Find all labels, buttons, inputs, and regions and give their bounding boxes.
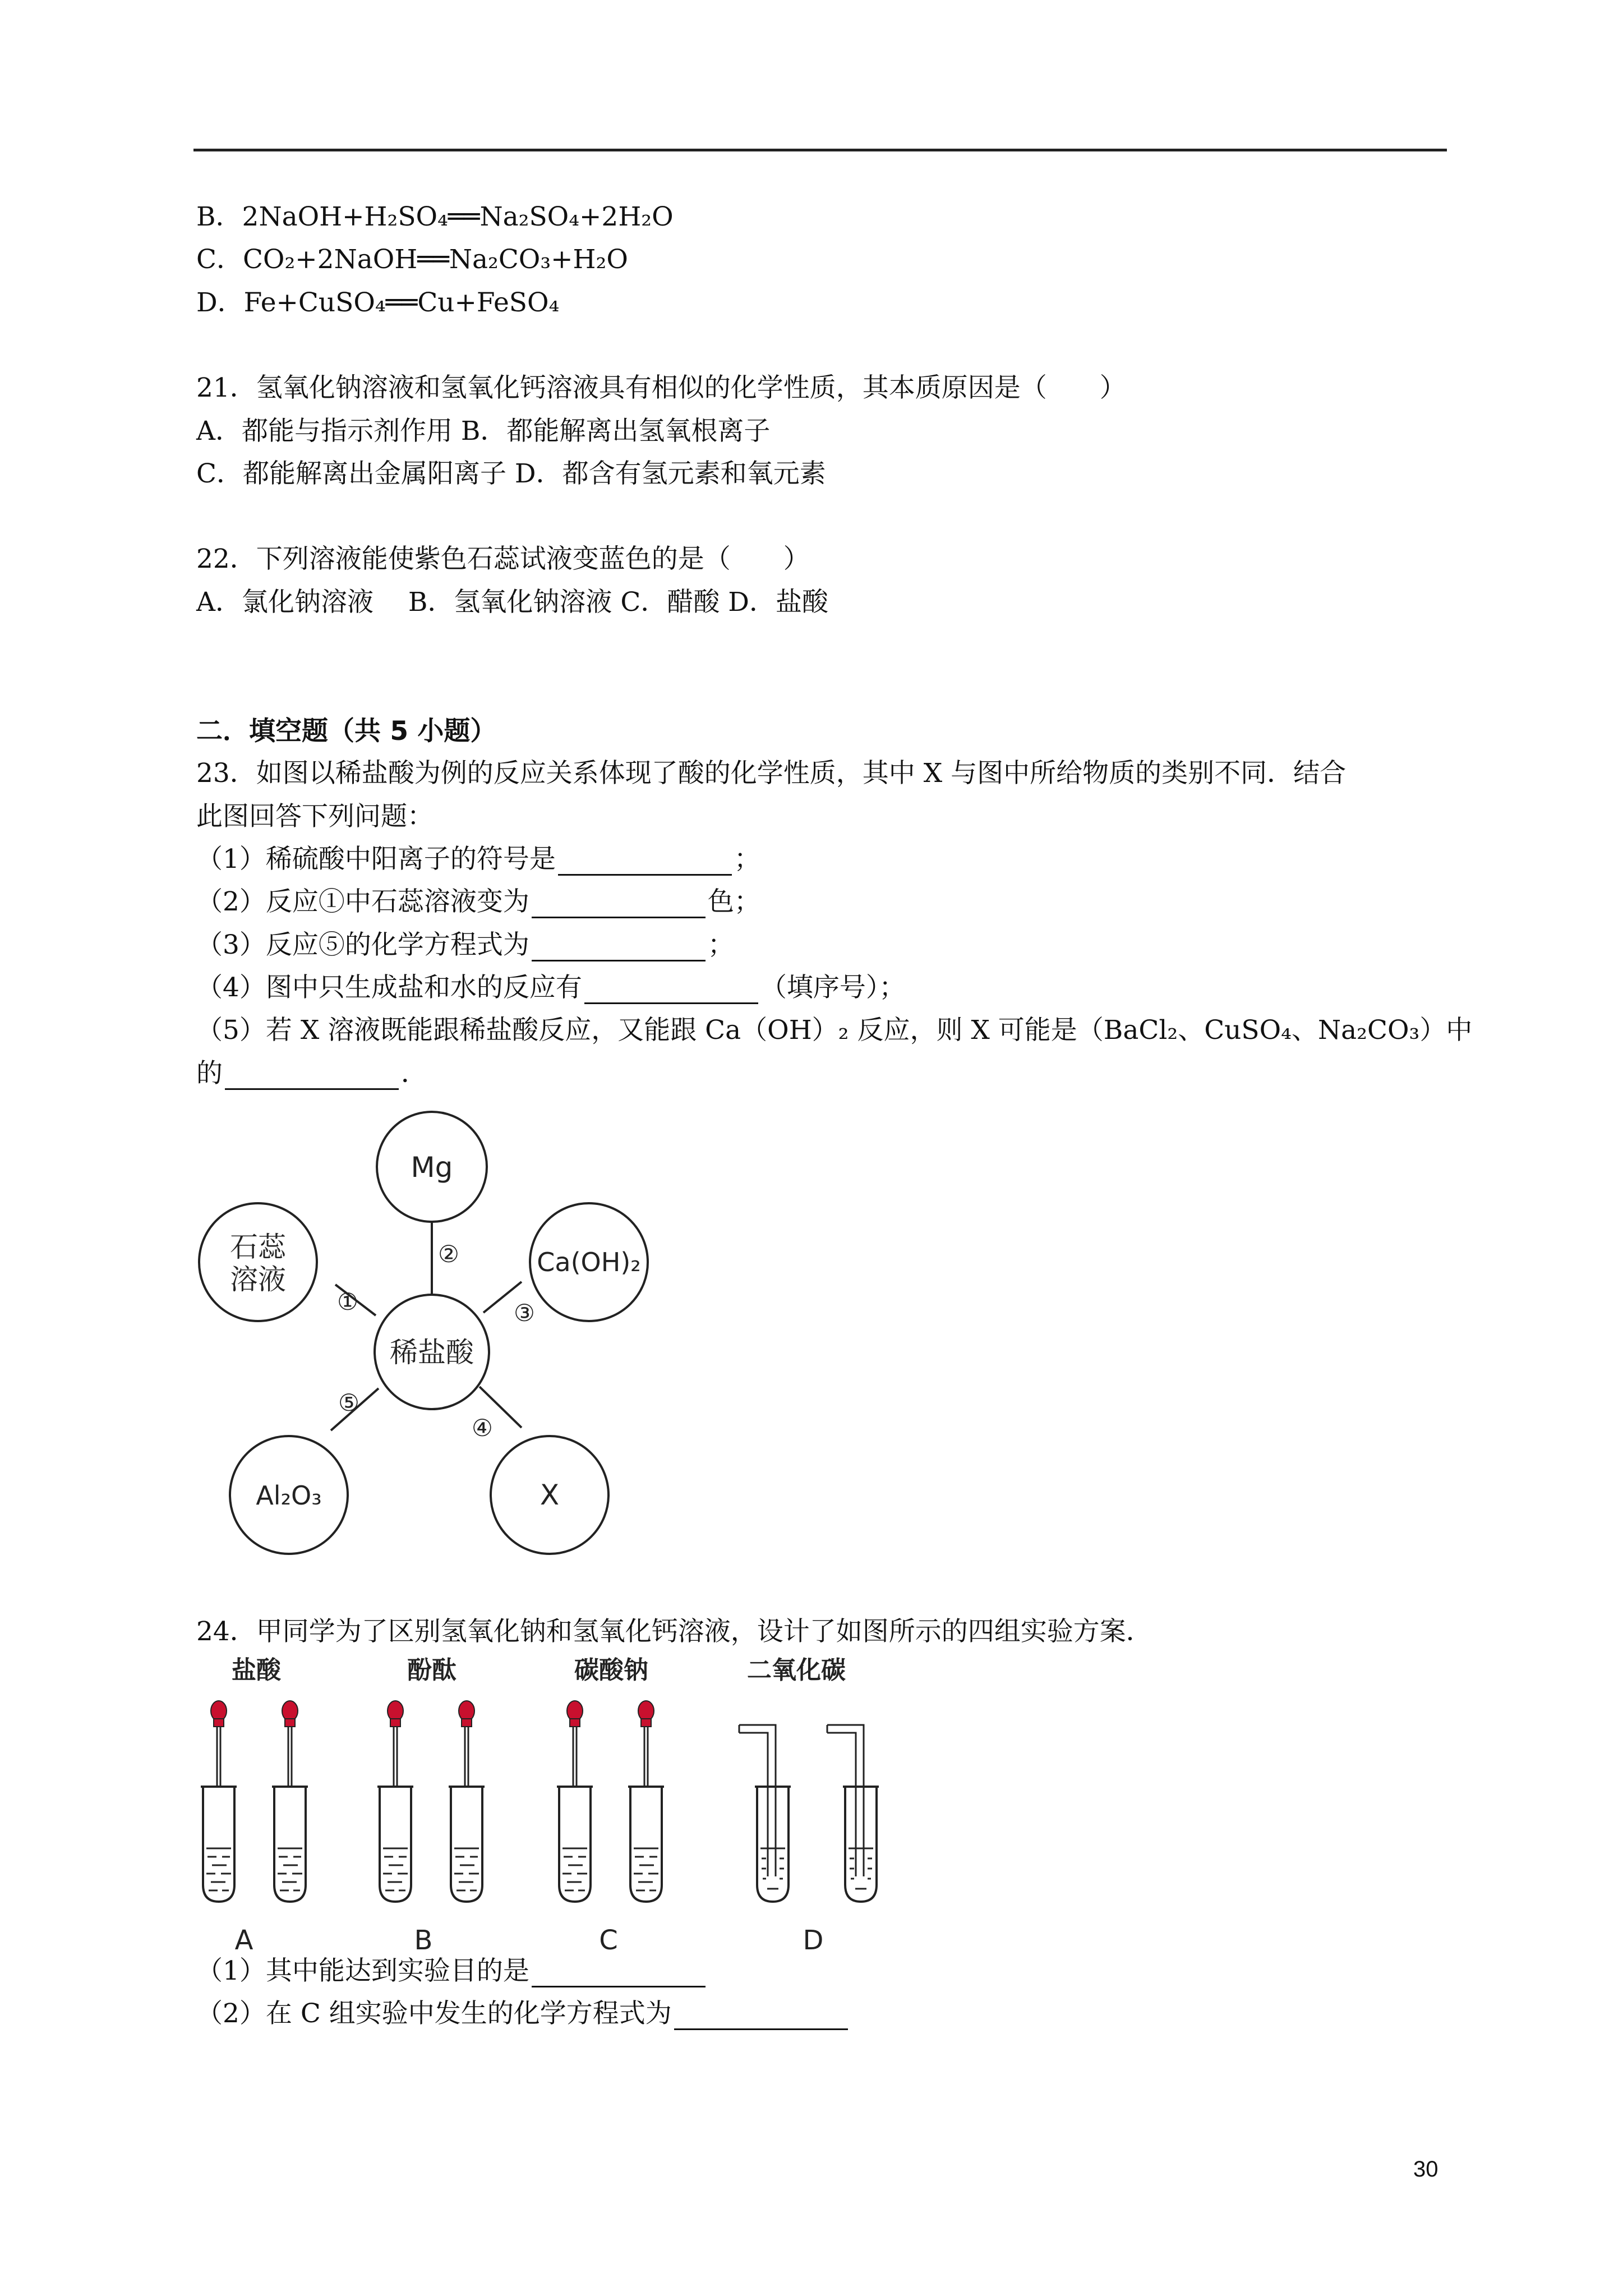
reagent-label-phenolphthalein: 酚酞 (407, 1656, 457, 1685)
answer-blank[interactable] (532, 935, 706, 961)
edge-label-2: ② (438, 1240, 459, 1268)
group-label-a: A (234, 1925, 253, 1956)
q23-part5-line1: （5）若 X 溶液既能跟稀盐酸反应，又能跟 Ca（OH）₂ 反应，则 X 可能是（BaCl₂、CuSO₄、Na₂CO₃）中 (196, 1015, 1473, 1046)
answer-blank[interactable] (532, 1961, 706, 1987)
q24-stem: 24．甲同学为了区别氢氧化钠和氢氧化钙溶液，设计了如图所示的四组实验方案． (196, 1616, 1152, 1647)
q23-part5-end: ． (401, 1058, 427, 1089)
page-number: 30 (1413, 2157, 1438, 2182)
group-b-tubes (377, 1701, 485, 1902)
q23-part4-text: （4）图中只生成盐和水的反应有 (196, 972, 582, 1003)
group-label-b: B (414, 1925, 433, 1956)
q23-part4-end: （填序号）； (760, 972, 906, 1003)
q23-part1 (196, 843, 760, 876)
answer-blank[interactable] (225, 1064, 399, 1090)
q23-part2-end: 色； (707, 886, 760, 917)
group-d-tubes (739, 1725, 879, 1902)
node-caoh-label: Ca(OH)₂ (537, 1247, 641, 1277)
group-label-c: C (599, 1925, 618, 1956)
q20-option-d: D．Fe+CuSO₄══Cu+FeSO₄ (196, 287, 560, 318)
q24-part1-text: （1）其中能达到实验目的是 (196, 1955, 529, 1986)
q23-part3 (196, 929, 734, 961)
q21-options-line1: A．都能与指示剂作用 B．都能解离出氢氧根离子 (196, 416, 771, 447)
q23-stem-line2: 此图回答下列问题： (196, 801, 434, 832)
q23-part5-text: 的 (196, 1058, 223, 1089)
node-al2o3-label: Al₂O₃ (256, 1480, 322, 1511)
edge-label-1: ① (337, 1288, 358, 1315)
answer-blank[interactable] (558, 849, 732, 876)
q23-part4 (196, 972, 905, 1004)
answer-blank[interactable] (532, 892, 706, 918)
edge-label-5: ⑤ (338, 1389, 359, 1416)
q20-option-b: B．2NaOH+H₂SO₄══Na₂SO₄+2H₂O (196, 201, 674, 232)
hcl-reaction-diagram (185, 1099, 667, 1565)
q23-part5-line2 (196, 1057, 427, 1090)
q23-part2 (196, 886, 760, 918)
q23-part2-text: （2）反应①中石蕊溶液变为 (196, 886, 529, 917)
q23-part3-end: ； (707, 930, 734, 960)
answer-blank[interactable] (674, 2004, 848, 2030)
group-c-tubes (557, 1701, 664, 1902)
q23-part1-text: （1）稀硫酸中阳离子的符号是 (196, 844, 556, 875)
header-rule (193, 149, 1447, 151)
q22-options: A．氯化钠溶液 B．氢氧化钠溶液 C．醋酸 D．盐酸 (196, 587, 828, 618)
q23-part1-end: ； (734, 844, 760, 875)
group-a-tubes (201, 1701, 308, 1902)
q24-part2 (196, 1998, 850, 2030)
reagent-label-co2: 二氧化碳 (747, 1656, 846, 1685)
q21-stem: 21．氢氧化钠溶液和氢氧化钙溶液具有相似的化学性质，其本质原因是（ ） (196, 372, 1126, 403)
reagent-label-hcl: 盐酸 (232, 1656, 281, 1685)
q21-options-line2: C．都能解离出金属阳离子 D．都含有氢元素和氧元素 (196, 458, 826, 489)
test-tube-diagram (185, 1649, 914, 1969)
q20-option-c: C．CO₂+2NaOH══Na₂CO₃+H₂O (196, 244, 628, 275)
node-x-label: X (540, 1479, 560, 1511)
q23-part3-text: （3）反应⑤的化学方程式为 (196, 930, 529, 960)
node-mg-label: Mg (411, 1151, 453, 1184)
edge-label-4: ④ (472, 1414, 493, 1442)
q23-stem-line1: 23．如图以稀盐酸为例的反应关系体现了酸的化学性质，其中 X 与图中所给物质的类别不同．结合 (196, 758, 1347, 789)
node-litmus-label-1: 石蕊 (230, 1231, 286, 1263)
node-hcl-label: 稀盐酸 (390, 1336, 474, 1369)
answer-blank[interactable] (584, 978, 758, 1004)
q24-part1 (196, 1955, 708, 1987)
q24-part2-text: （2）在 C 组实验中发生的化学方程式为 (196, 1998, 672, 2029)
edge-label-3: ③ (514, 1299, 535, 1327)
node-litmus-label-2: 溶液 (230, 1263, 286, 1296)
group-label-d: D (803, 1925, 824, 1956)
reagent-label-sodium-carbonate: 碳酸钠 (574, 1656, 648, 1685)
q22-stem: 22．下列溶液能使紫色石蕊试液变蓝色的是（ ） (196, 544, 810, 574)
section-title: 二．填空题（共 5 小题） (196, 716, 497, 747)
